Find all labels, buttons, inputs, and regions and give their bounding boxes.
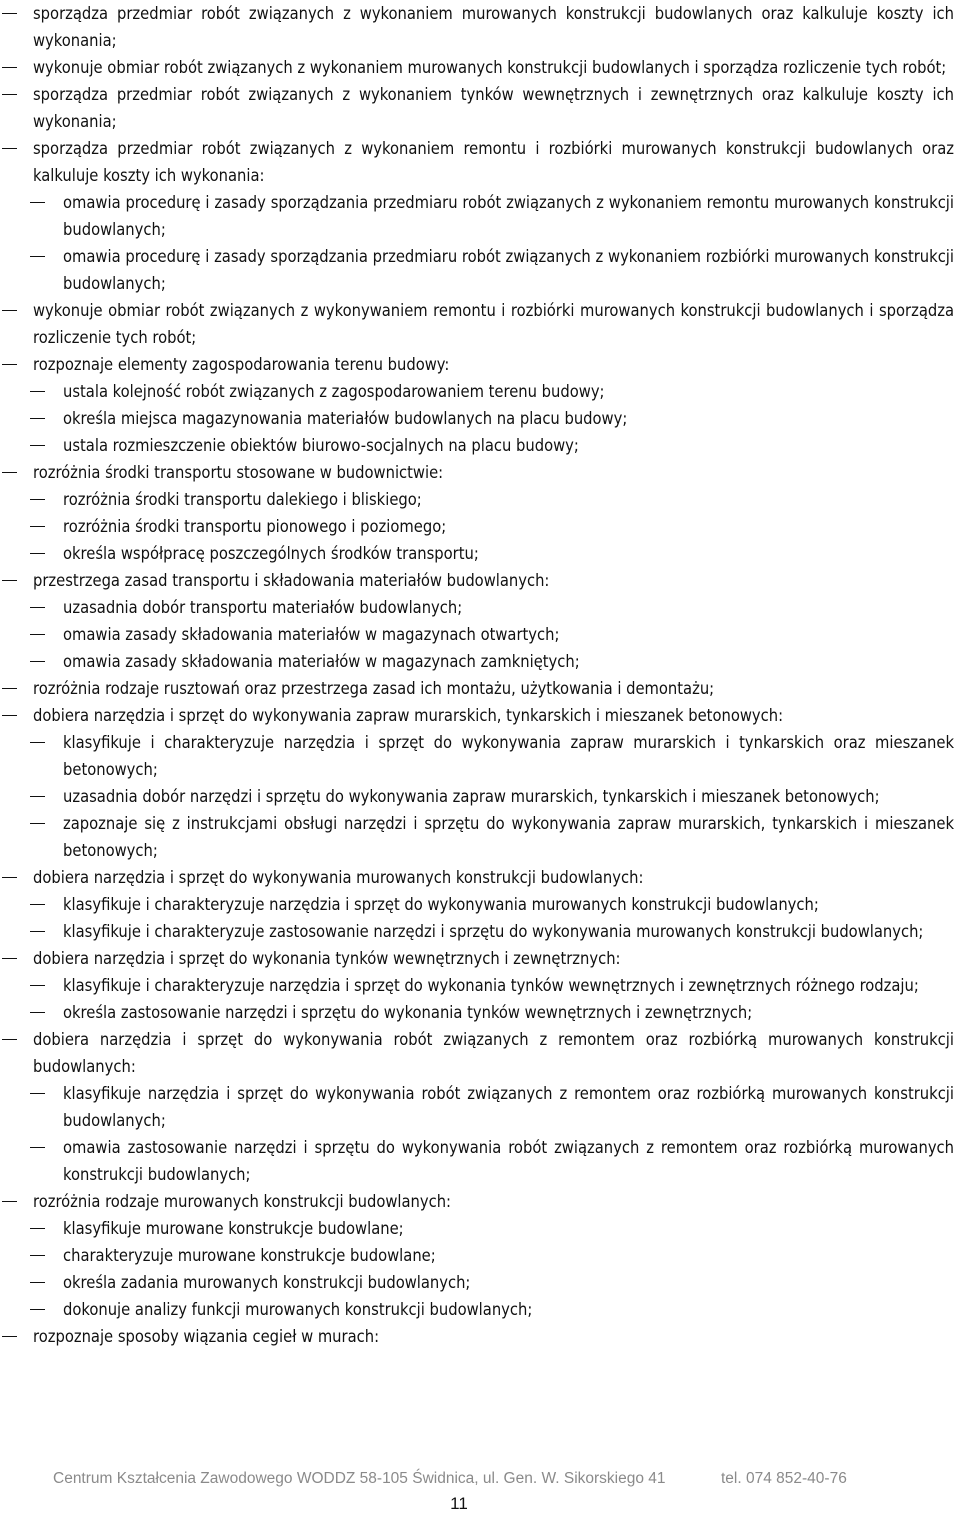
sub-list-item: [0, 513, 960, 540]
dash-bullet-icon: [30, 607, 45, 608]
list-item: [0, 459, 960, 486]
list-item: [0, 945, 960, 972]
list-item-text: omawia zasady składowania materiałów w magazynach zamkniętych;: [63, 652, 580, 671]
list-item-text: omawia procedurę i zasady sporządzania przedmiaru robót związanych z wykonaniem remontu murowanych konstrukcji budowlanych;: [63, 193, 954, 239]
list-item-text: dokonuje analizy funkcji murowanych konstrukcji budowlanych;: [63, 1300, 533, 1319]
list-item-text: uzasadnia dobór narzędzi i sprzętu do wykonywania zapraw murarskich, tynkarskich i mieszanek betonowych;: [63, 787, 880, 806]
sub-list-item: [0, 189, 960, 243]
dash-bullet-icon: [30, 985, 45, 986]
list-item: [0, 567, 960, 594]
dash-bullet-icon: [2, 715, 17, 716]
dash-bullet-icon: [2, 13, 17, 14]
list-item: [0, 54, 960, 81]
list-item-text: klasyfikuje murowane konstrukcje budowlane;: [63, 1219, 404, 1238]
sub-list-item: [0, 1215, 960, 1242]
list-item-text: uzasadnia dobór transportu materiałów budowlanych;: [63, 598, 463, 617]
sub-list-item: [0, 972, 960, 999]
dash-bullet-icon: [2, 310, 17, 311]
list-item-text: dobiera narzędzia i sprzęt do wykonywania murowanych konstrukcji budowlanych:: [33, 868, 644, 887]
list-item-text: rozróżnia środki transportu stosowane w budownictwie:: [33, 463, 444, 482]
list-item-text: klasyfikuje i charakteryzuje narzędzia i sprzęt do wykonywania murowanych konstrukcji budowlanych;: [63, 895, 819, 914]
sub-list-item: [0, 243, 960, 297]
dash-bullet-icon: [30, 202, 45, 203]
list-item-text: rozróżnia środki transportu dalekiego i bliskiego;: [63, 490, 422, 509]
sub-list-item: [0, 1296, 960, 1323]
sub-list-item: [0, 1134, 960, 1188]
dash-bullet-icon: [30, 904, 45, 905]
list-item-text: klasyfikuje i charakteryzuje zastosowanie narzędzi i sprzętu do wykonywania murowanych konstrukcji budowlanych;: [63, 922, 924, 941]
list-item: [0, 1026, 960, 1080]
sub-list-item: [0, 783, 960, 810]
list-item-text: charakteryzuje murowane konstrukcje budowlane;: [63, 1246, 436, 1265]
list-item: [0, 351, 960, 378]
list-item-text: omawia zastosowanie narzędzi i sprzętu do wykonywania robót związanych z remontem oraz rozbiórką murowanych konstrukcji budowlanych;: [63, 1138, 954, 1184]
list-item-text: ustala kolejność robót związanych z zagospodarowaniem terenu budowy;: [63, 382, 605, 401]
sub-list-item: [0, 918, 960, 945]
dash-bullet-icon: [2, 94, 17, 95]
dash-bullet-icon: [30, 796, 45, 797]
list-item-text: dobiera narzędzia i sprzęt do wykonywania robót związanych z remontem oraz rozbiórką murowanych konstrukcji budowlanych:: [33, 1030, 954, 1076]
dash-bullet-icon: [30, 823, 45, 824]
list-item-text: określa zadania murowanych konstrukcji budowlanych;: [63, 1273, 471, 1292]
list-item-text: omawia zasady składowania materiałów w magazynach otwartych;: [63, 625, 560, 644]
list-item-text: dobiera narzędzia i sprzęt do wykonania tynków wewnętrznych i zewnętrznych:: [33, 949, 621, 968]
dash-bullet-icon: [30, 499, 45, 500]
list-item: [0, 135, 960, 189]
dash-bullet-icon: [30, 1093, 45, 1094]
sub-list-item: [0, 891, 960, 918]
sub-list-item: [0, 540, 960, 567]
dash-bullet-icon: [30, 634, 45, 635]
sub-list-item: [0, 594, 960, 621]
list-item-text: wykonuje obmiar robót związanych z wykonaniem murowanych konstrukcji budowlanych i sporządza rozliczenie tych robót;: [33, 58, 947, 77]
dash-bullet-icon: [30, 931, 45, 932]
list-item-text: rozróżnia środki transportu pionowego i poziomego;: [63, 517, 447, 536]
list-item-text: klasyfikuje narzędzia i sprzęt do wykonywania robót związanych z remontem oraz rozbiórką murowanych konstrukcji budowlanych;: [63, 1084, 954, 1130]
page-number: 11: [450, 1494, 468, 1513]
list-item-text: rozróżnia rodzaje murowanych konstrukcji budowlanych:: [33, 1192, 452, 1211]
list-item-text: sporządza przedmiar robót związanych z wykonaniem murowanych konstrukcji budowlanych oraz kalkuluje koszty ich wykonania;: [33, 4, 954, 50]
list-item-text: klasyfikuje i charakteryzuje narzędzia i sprzęt do wykonania tynków wewnętrznych i zewnętrznych różnego rodzaju;: [63, 976, 919, 995]
list-item-text: określa zastosowanie narzędzi i sprzętu do wykonania tynków wewnętrznych i zewnętrznych;: [63, 1003, 753, 1022]
dash-bullet-icon: [30, 1255, 45, 1256]
list-item-text: przestrzega zasad transportu i składowania materiałów budowlanych:: [33, 571, 550, 590]
dash-bullet-icon: [2, 958, 17, 959]
sub-list-item: [0, 1242, 960, 1269]
dash-bullet-icon: [30, 661, 45, 662]
sub-list-item: [0, 378, 960, 405]
sub-list-item: [0, 999, 960, 1026]
dash-bullet-icon: [30, 418, 45, 419]
sub-list-item: [0, 810, 960, 864]
dash-bullet-icon: [2, 67, 17, 68]
list-item-text: rozróżnia rodzaje rusztowań oraz przestrzega zasad ich montażu, użytkowania i demontażu;: [33, 679, 715, 698]
sub-list-item: [0, 648, 960, 675]
dash-bullet-icon: [2, 580, 17, 581]
dash-bullet-icon: [2, 472, 17, 473]
list-item-text: rozpoznaje elementy zagospodarowania terenu budowy:: [33, 355, 450, 374]
list-item: [0, 297, 960, 351]
sub-list-item: [0, 486, 960, 513]
dash-bullet-icon: [30, 256, 45, 257]
dash-bullet-icon: [30, 526, 45, 527]
list-item-text: rozpoznaje sposoby wiązania cegieł w murach:: [33, 1327, 380, 1346]
footer-phone: tel. 074 852-40-76: [721, 1470, 847, 1487]
dash-bullet-icon: [30, 445, 45, 446]
sub-list-item: [0, 729, 960, 783]
list-item: [0, 1323, 960, 1350]
sub-list-item: [0, 1080, 960, 1134]
dash-bullet-icon: [30, 1309, 45, 1310]
dash-bullet-icon: [30, 391, 45, 392]
dash-bullet-icon: [30, 553, 45, 554]
list-item: [0, 675, 960, 702]
dash-bullet-icon: [30, 1228, 45, 1229]
dash-bullet-icon: [30, 742, 45, 743]
list-item-text: ustala rozmieszczenie obiektów biurowo-socjalnych na placu budowy;: [63, 436, 579, 455]
sub-list-item: [0, 432, 960, 459]
list-item-text: wykonuje obmiar robót związanych z wykonywaniem remontu i rozbiórki murowanych konstrukcji budowlanych i sporządza rozliczenie tych robót;: [33, 301, 954, 347]
list-item: [0, 1188, 960, 1215]
list-item-text: sporządza przedmiar robót związanych z wykonaniem remontu i rozbiórki murowanych konstrukcji budowlanych oraz kalkuluje koszty ich wykonania:: [33, 139, 954, 185]
list-item: [0, 864, 960, 891]
page-footer: [0, 1470, 960, 1492]
dash-bullet-icon: [30, 1012, 45, 1013]
list-item-text: dobiera narzędzia i sprzęt do wykonywania zapraw murarskich, tynkarskich i mieszanek betonowych:: [33, 706, 784, 725]
dash-bullet-icon: [2, 688, 17, 689]
list-item-text: określa miejsca magazynowania materiałów budowlanych na placu budowy;: [63, 409, 628, 428]
list-item: [0, 702, 960, 729]
sub-list-item: [0, 1269, 960, 1296]
sub-list-item: [0, 621, 960, 648]
dash-bullet-icon: [30, 1147, 45, 1148]
list-item-text: zapoznaje się z instrukcjami obsługi narzędzi i sprzętu do wykonywania zapraw murarskich, tynkarskich i mieszanek betonowych;: [63, 814, 954, 860]
list-item: [0, 0, 960, 54]
list-item: [0, 81, 960, 135]
dash-bullet-icon: [2, 1039, 17, 1040]
footer-institution: Centrum Kształcenia Zawodowego WODDZ 58-105 Świdnica, ul. Gen. W. Sikorskiego 41: [53, 1470, 666, 1487]
list-item-text: sporządza przedmiar robót związanych z wykonaniem tynków wewnętrznych i zewnętrznych oraz kalkuluje koszty ich wykonania;: [33, 85, 954, 131]
list-item-text: omawia procedurę i zasady sporządzania przedmiaru robót związanych z wykonaniem rozbiórki murowanych konstrukcji budowlanych;: [63, 247, 954, 293]
dash-bullet-icon: [2, 877, 17, 878]
dash-bullet-icon: [30, 1282, 45, 1283]
list-item-text: określa współpracę poszczególnych środków transportu;: [63, 544, 479, 563]
list-item-text: klasyfikuje i charakteryzuje narzędzia i sprzęt do wykonywania zapraw murarskich i tynkarskich oraz mieszanek betonowych;: [63, 733, 954, 779]
sub-list-item: [0, 405, 960, 432]
dash-bullet-icon: [2, 148, 17, 149]
dash-bullet-icon: [2, 364, 17, 365]
dash-bullet-icon: [2, 1201, 17, 1202]
dash-bullet-icon: [2, 1336, 17, 1337]
